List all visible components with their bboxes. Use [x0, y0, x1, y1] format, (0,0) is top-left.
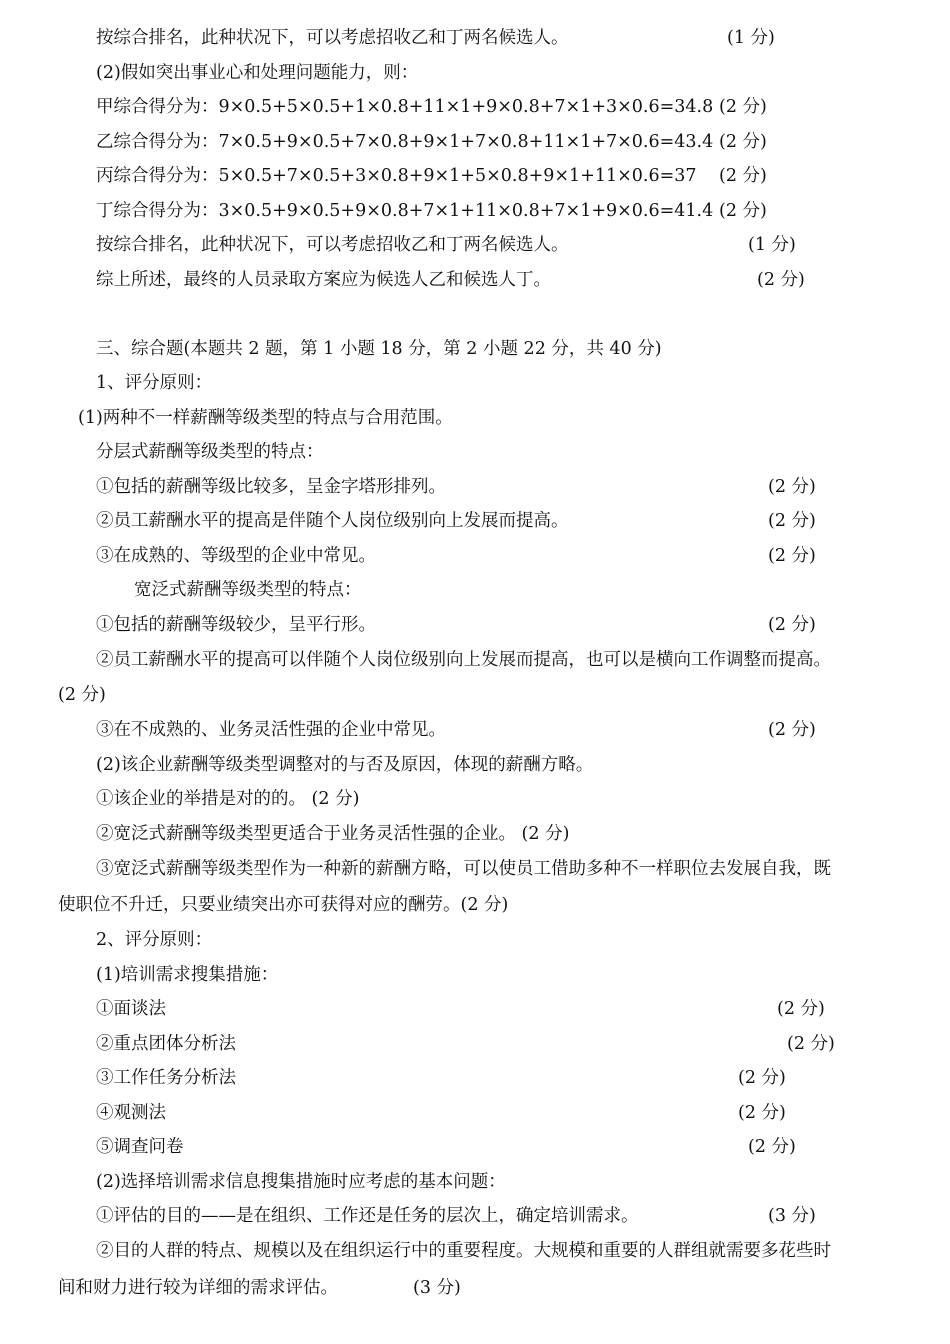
score-label: (3 分)	[768, 1206, 816, 1226]
score-label: (2 分)	[768, 615, 816, 635]
score-label: (2 分)	[768, 546, 816, 566]
text-line: ①包括的薪酬等级比较多，呈金字塔形排列。	[96, 477, 446, 497]
text-line: 甲综合得分为：9×0.5+5×0.5+1×0.8+11×1+9×0.8+7×1+3×0.6=34.8	[96, 97, 714, 117]
text-line: ②宽泛式薪酬等级类型更适合于业务灵活性强的企业。 (2 分)	[96, 824, 570, 844]
text-line: ⑤调查问卷	[96, 1137, 184, 1157]
text-line: ②员工薪酬水平的提高是伴随个人岗位级别向上发展而提高。	[96, 511, 569, 531]
text-line: 丁综合得分为：3×0.5+9×0.5+9×0.8+7×1+11×0.8+7×1+9×0.6=41.4	[96, 201, 714, 221]
score-label: (2 分)	[738, 1068, 786, 1088]
section-heading: 三、综合题(本题共 2 题，第 1 小题 18 分，第 2 小题 22 分，共 40 分)	[96, 339, 662, 359]
text-line: ④观测法	[96, 1103, 166, 1123]
text-line: ②目的人群的特点、规模以及在组织运行中的重要程度。大规模和重要的人群组就需要多花些时	[96, 1241, 831, 1261]
text-line: (1)两种不一样薪酬等级类型的特点与合用范围。	[78, 408, 453, 428]
text-line: 2、评分原则：	[96, 930, 213, 950]
text-line: ①面谈法	[96, 999, 166, 1019]
text-line: 按综合排名，此种状况下，可以考虑招收乙和丁两名候选人。	[96, 28, 569, 48]
text-line: 丙综合得分为：5×0.5+7×0.5+3×0.8+9×1+5×0.8+9×1+11×0.6=37	[96, 166, 697, 186]
text-line: ①该企业的举措是对的的。 (2 分)	[96, 789, 360, 809]
score-label: (1 分)	[727, 28, 775, 48]
text-line: 分层式薪酬等级类型的特点：	[96, 442, 324, 462]
text-line: (2)假如突出事业心和处理问题能力，则：	[96, 63, 419, 83]
text-line: 使职位不升迁，只要业绩突出亦可获得对应的酬劳。(2 分)	[58, 895, 509, 915]
score-label: (2 分)	[748, 1137, 796, 1157]
text-line: 乙综合得分为：7×0.5+9×0.5+7×0.8+9×1+7×0.8+11×1+7×0.6=43.4	[96, 132, 714, 152]
score-label: (2 分)	[719, 132, 767, 152]
text-line: 间和财力进行较为详细的需求评估。	[58, 1278, 338, 1298]
score-label: (3 分)	[413, 1278, 461, 1298]
text-line: ③宽泛式薪酬等级类型作为一种新的薪酬方略，可以使员工借助多种不一样职位去发展自我，既	[96, 859, 831, 879]
score-label: (2 分)	[719, 97, 767, 117]
text-line: ②重点团体分析法	[96, 1034, 236, 1054]
score-label: (2 分)	[777, 999, 825, 1019]
text-line: ①包括的薪酬等级较少，呈平行形。	[96, 615, 376, 635]
text-line: 按综合排名，此种状况下，可以考虑招收乙和丁两名候选人。	[96, 235, 569, 255]
text-line: (2)选择培训需求信息搜集措施时应考虑的基本问题：	[96, 1172, 506, 1192]
text-line: ①评估的目的——是在组织、工作还是任务的层次上，确定培训需求。	[96, 1206, 639, 1226]
text-line: (2 分)	[58, 685, 106, 705]
score-label: (2 分)	[768, 477, 816, 497]
score-label: (2 分)	[719, 166, 767, 186]
text-line: ③在成熟的、等级型的企业中常见。	[96, 546, 376, 566]
text-line: (1)培训需求搜集措施：	[96, 965, 279, 985]
score-label: (2 分)	[768, 511, 816, 531]
text-line: 综上所述，最终的人员录取方案应为候选人乙和候选人丁。	[96, 270, 551, 290]
score-label: (2 分)	[768, 720, 816, 740]
text-line: 1、评分原则：	[96, 373, 213, 393]
text-line: ③工作任务分析法	[96, 1068, 236, 1088]
text-line: ②员工薪酬水平的提高可以伴随个人岗位级别向上发展而提高，也可以是横向工作调整而提高。	[96, 650, 831, 670]
score-label: (2 分)	[757, 270, 805, 290]
score-label: (2 分)	[787, 1034, 835, 1054]
score-label: (1 分)	[748, 235, 796, 255]
score-label: (2 分)	[719, 201, 767, 221]
score-label: (2 分)	[738, 1103, 786, 1123]
text-line: (2)该企业薪酬等级类型调整对的与否及原因，体现的薪酬方略。	[96, 755, 594, 775]
text-line: 宽泛式薪酬等级类型的特点：	[134, 580, 362, 600]
text-line: ③在不成熟的、业务灵活性强的企业中常见。	[96, 720, 446, 740]
